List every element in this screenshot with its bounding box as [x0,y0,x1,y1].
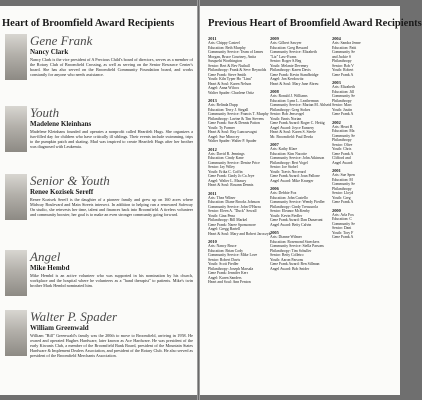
recipient-entry: Philanthropy: Greg Stokes [270,107,311,112]
recipient-entry: Education: Lynn L. Leatherman [270,98,319,103]
recipient-entry: Philanthropy [332,98,352,103]
recipient-entry: Mr. Broomfield: Paul Derda [270,134,313,139]
recipient-entry: Gene Frank: Kevin Standbridge [270,72,319,77]
recipient-entry: Education: Rosemond Stoeckers [270,239,320,244]
recipient-entry: Community Se [332,133,355,138]
recipient-entry: Youth: Erika C. Coffin [208,169,243,174]
recipient-entry: Senior: Jay Wiley [208,165,235,169]
recipient-entry: Angel: Gregg Bartell [208,227,241,231]
recipient-entry: Youth: Aaron Parsons [270,257,304,262]
recipient-senior [5,174,193,217]
recipient-entry: Philanthropy: Joseph Marsala [208,266,254,271]
recipient-entry: Gene Frank A [332,151,354,156]
recipient-entry: Community Service: Marian M. Ahlseid [270,103,332,107]
recipient-entry: Education: Greg Bessard [270,45,308,50]
recipient-entry: Youth: Robert [332,68,354,72]
recipient-entry: Education: John Castello [270,195,308,200]
recipient-name: William Greenwald [30,324,89,332]
recipient-entry: Education: Brian Cody [208,248,244,253]
recipient-entry: Senior: Eleen A. "Duck" Sewall [208,209,257,213]
recipient-bio: Mike Hembd is an active volunteer who was supported in his nomination by his church, workplace and the hospital where he volunteers as a "hand therapist" to patients. Mike's twin brother Mark Hembd nominated him. [30,273,193,289]
year-label: 2002 [332,119,341,125]
recipient-entry: Youth: Greg [332,195,351,200]
year-label: 2011 [208,36,217,41]
award-category: Angel [30,249,61,264]
recipient-entry: Gene Frank A [332,235,354,239]
recipient-entry: Walter Spader: Charlene Ortiz [208,90,254,95]
recipient-entry: Gene Frank Award: Ben Sillman [270,262,320,266]
recipient-entry: Community Se [332,221,355,226]
recipient-entry: Senior: Bob V [332,63,354,68]
recipient-entry: Philanthropy [332,186,352,191]
recipient-name: Madelene Kleinhans [30,120,92,128]
recipient-entry: Arts: Chippy Casteel [208,41,240,45]
recipient-entry: Community Service: Francis T. Murphy [208,112,269,116]
year-label: 2012 [208,146,217,152]
recipient-entry: Senior: Robert Davis [208,257,241,262]
year-label: 2008 [270,89,279,94]
recipient-gene-frank [5,34,193,77]
year-block [270,186,330,227]
recipient-entry: Philanthropy: Karen Davis [270,68,311,72]
recipient-entry: Youth: Travis Nocerard [270,169,306,174]
recipient-bio: William "Bill" Greenwald's family was the 200th to move to Broomfield, arriving in 1958. He owned and operated Hughes Hardware, later known as Ace Hardware. He was president of the early Kiwanis Club, a member of the Broomfield Bank Board, president of the Mountain States Hardware & Implement Dealers Association, and president of the Rotary Club. He also served as president of the Broomfield Merchants Association. [30,333,193,359]
year-block [208,98,268,144]
recipient-entry: Community Se [332,182,355,186]
recipient-entry: Youth: Scott Fiedler [208,262,239,266]
year-label: 2003 [332,80,341,85]
recipient-entry: Arts: Ronald J. Williams [270,94,308,98]
recipient-entry: Angel Award: Betty Calvin [270,222,312,227]
recipient-entry: Senior: Betty Colletro [270,253,304,257]
recipient-entry: Community Service: Mike Love [208,253,258,257]
recipient-entry: Education: C [332,217,352,221]
recipient-entry: Philanthropy: Bert Vogel [270,160,308,165]
recipient-entry: Angel Award: [332,160,354,165]
recipient-entry: Heart & Soul: Mary and Robert Jaroczyk [208,231,271,236]
recipient-entry: Education: Kim Nacotte [270,151,307,156]
recipient-entry: Senior: Olive [332,142,353,147]
recipient-youth [5,106,193,149]
recipient-entry: Philanthropy: Bill Markel [208,218,248,222]
recipient-entry: Angel Award: Bob Snider [270,266,310,271]
recipient-entry: Youth: Justin [332,107,352,112]
recipient-entry: Gene Frank: Sue & Dennis Patton [208,121,260,125]
recipient-entry: Community Service: John Atkinson [270,156,325,160]
recipient-entry: Gene Frank Award: Dan Dunavant [270,218,323,222]
recipient-entry: Education: Cindy Kane [208,156,244,160]
recipient-photo [5,250,27,296]
recipient-entry: Community Service: Elizabeth [270,50,317,54]
award-category: Gene Frank [30,33,93,48]
year-block [270,36,330,86]
recipient-entry: Community Se [332,94,355,98]
right-page-heading: Previous Heart of Broomfield Award Recipients [208,18,422,29]
recipient-entry: Education: Jill [332,89,355,94]
left-page [0,6,197,395]
recipient-entry: Heart and Soul: Ann Fenton [208,280,251,284]
recipient-entry: and Jackie S [332,54,351,59]
award-category: Youth [30,105,60,120]
year-block [270,230,330,271]
recipient-entry: Youth: Kevin Fiedler [270,213,303,218]
recipient-entry: Education: Terry J. Stegall [208,107,249,112]
recipient-entry: Arts: Nancy Bruce [208,244,237,248]
recipient-entry: Angel: Walter L. Mazury [208,178,247,183]
recipient-entry: Community Service: Wendy Fiedler [270,200,325,204]
recipient-entry: Arts: Gilbert Sawyer [270,41,302,45]
recipient-entry: Clifford and [332,156,351,160]
year-label: 2013 [208,98,217,103]
recipient-entry: Community Service: Stella Parsons [270,244,324,248]
recipient-entry: Arts: Debbie Fox [270,191,297,195]
award-category: Walter P. Spader [30,309,118,324]
recipient-entry: Arts: Dianne Wilmer [270,235,302,239]
recipient-entry: Youth: Ty Farmer [208,125,235,130]
award-category: Senior & Youth [30,173,110,188]
recipient-entry: Senior: Marc [332,103,352,107]
recipient-entry: Philanthropy [332,59,352,63]
year-block [208,36,268,95]
recipient-entry: Heart & Soul: Mary Jane Abreu [270,81,319,86]
year-label: 2010 [208,239,217,244]
recipient-walter-spader [5,310,193,358]
recipient-bio: Madelene Kleinhans founded and operates a nonprofit called Heartfelt Hugs. She organizes a fun-filled day for children who have critically ill siblings. Their events include swimming, trips to the pumpkin patch and skating. Mad was inspired to create Heartfelt Hugs after her brother was diagnosed with Leukemia. [30,129,193,150]
recipient-entry: Senior: Eleanor McKenby [270,209,310,213]
recipient-entry: Senior: Dani [332,226,352,230]
recipient-entry: Susquehi Worthington [208,59,242,63]
year-block [270,142,330,183]
recipient-entry: Angel: Sue Minocey [208,134,240,139]
recipient-entry: Senior: Joe Stobel [270,165,298,169]
recipient-entry: Walter Spader: Walter P. Spader [208,139,257,143]
recipient-entry: Youth: Tory F [332,230,354,235]
recipient-entry: Heart & Soul: Rosann Dennis [208,183,254,187]
recipient-entry: Senior: Roger S.Beg [270,59,302,63]
recipient-angel [5,250,193,288]
recipient-entry: Angel: Karen Sanders [208,275,242,280]
recipient-bio: Nancy Clark is the vice president of A Precious Child's board of directors, serves as a member of the Rotary Club of Broomfield Crossing, as well as serving on the Senior Resource Center's board. She has also served on the Broomfield Community Foundation board, and works constantly for anyone who needs assistance. [30,57,193,78]
recipient-entry: Education: Ma [332,129,355,133]
recipient-photo [5,310,27,356]
year-label: 2006 [270,186,279,191]
year-block [270,89,330,139]
recipient-entry: Gene Frank: Cindy Jo Ca Jeye [208,174,255,178]
right-page [200,6,422,395]
year-block [332,36,400,77]
recipient-entry: Gene Frank: Naree Sponsonore [208,222,256,227]
recipient-entry: Education: Beth Murphy [208,45,246,50]
recipient-entry: Heart & Soul: Ray Luncurvagni [208,130,257,134]
year-label: 2001 [332,168,341,173]
recipient-entry: "Liz" Law-Evans [270,54,297,59]
year-column [208,36,271,288]
year-block [208,147,268,188]
recipient-entry: Youth: Melanie Devenny [270,63,309,68]
recipient-entry: Angel Award: Mike Krueger [270,178,314,183]
recipient-entry: Gene Frank Award: Joan Pallone [270,174,320,178]
year-block [208,190,271,237]
recipient-entry: Youth: Kiln Typer Ho "Lina" [208,77,253,81]
year-column [332,36,400,243]
recipient-entry: Youth: Ennis Norian [270,116,302,121]
year-block [332,120,400,166]
recipient-entry: Gene Frank Award: Roger C. Heitig [270,121,325,125]
year-block [332,80,400,117]
recipient-name: Nancy Clark [30,48,69,56]
recipient-entry: Arts: Arla Fox [332,212,354,217]
recipient-entry: Morgan, Bruce Courtney, Anita [208,54,256,59]
recipient-entry: Arts: Sue Spen [332,173,355,177]
recipient-entry: Philanthropy: Tim Schuller [270,248,312,253]
recipient-entry: Education: Diane Brooks Johnson [208,200,260,204]
recipient-entry: Arts: David R. Jennings [208,151,245,156]
left-page-heading: Heart of Broomfield Award Recipients [2,18,175,29]
year-label: 2011 [208,190,217,196]
year-label: 2009 [270,36,279,41]
year-label: 2005 [270,230,279,235]
year-block [208,239,268,285]
recipient-photo [5,34,27,80]
recipient-entry: Gene Frank: Jennifer Kerr [208,271,248,275]
recipient-photo [5,174,27,220]
recipient-entry: Senior: Bob Jensvogel [270,112,305,116]
year-label: 2000 [332,207,341,213]
year-block [332,168,400,205]
recipient-entry: Philanthropy: Cindy Treasurola [270,204,318,209]
year-label: 2004 [332,36,341,41]
recipient-entry: Gene Frank A [332,72,354,77]
recipient-entry: Community Service: Team of James [208,50,264,54]
recipient-entry: Community Se [332,50,355,54]
recipient-entry: Education: M [332,177,353,182]
recipient-entry: Arts: Sandra Jenne [332,41,361,45]
recipient-entry: Education: Patti [332,45,357,50]
recipient-entry: Arts: Heart B [332,124,353,129]
recipient-entry: Philanthropy [332,138,352,142]
recipient-entry: Community Service: Denise Price [208,160,260,165]
previous-recipients-list [208,36,400,394]
recipient-entry: Arts: Thea Wilner [208,195,236,200]
recipient-entry: Angel: Jon Kerdowitz [270,77,304,81]
recipient-entry: Arts: Elizabeth [332,85,355,89]
recipient-name: Mike Hembd [30,264,70,272]
recipient-entry: Gene Frank A [332,200,354,204]
recipient-entry: Philanthropy: Lavine & Tim Stevens [208,116,264,121]
recipient-entry: Gene Frank A [332,112,354,116]
recipient-entry: Heart & Soul: Karen Nelson [208,81,252,86]
recipient-entry: Youth: Gina Pena [208,213,235,218]
recipient-entry: Heart & Soul: Karen S. Steele [270,130,316,134]
recipient-entry: Arts: Kathy Klare [270,147,298,151]
recipient-name: Renee Kozisek Sereff [30,188,94,196]
recipient-entry: Senior: Lloyd [332,191,353,195]
recipient-entry: Community Service: John O'Harra [208,204,261,209]
recipient-photo [5,106,27,152]
recipient-entry: Arts: Belinda Dupp [208,103,238,107]
recipient-bio: Renee Kozisek Sereff is the daughter of a pioneer family and grew up on 160 acres where Midway Boulevard and Main Streets intersect. In addition to helping run a renowned Safeway On studio, she reinvests her time, talent and finances back into Broomfield. A tireless volunteer and community booster, her goal is to make an even stronger community going forward. [30,197,193,218]
recipient-entry: Philanthropy: Frank & Sevv Reynolds [208,68,267,72]
year-column [270,36,330,274]
recipient-entry: Senior: Bert & Bev Nuthall [208,63,250,68]
recipient-entry: Angel Award: Joyce Eunsery [270,125,315,130]
recipient-entry: Gene Frank: Steve Smith [208,72,247,77]
year-block [332,208,400,240]
recipient-entry: Youth: Chris [332,147,352,151]
recipient-entry: Angel: Anna Wilcox [208,86,240,90]
year-label: 2007 [270,142,279,147]
